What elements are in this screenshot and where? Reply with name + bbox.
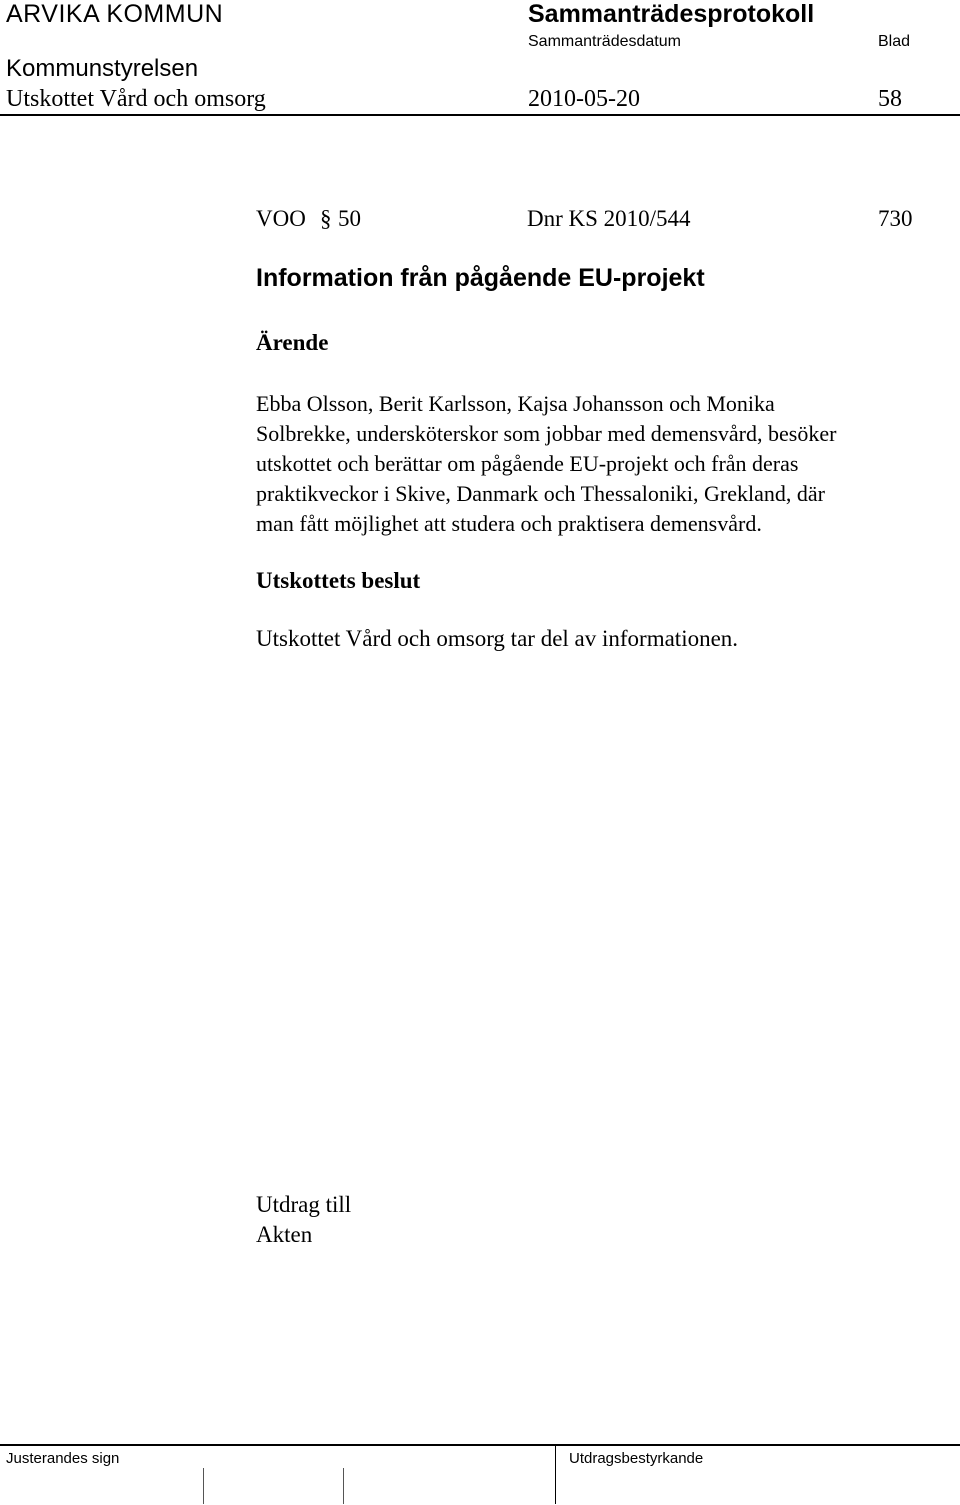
decision-text: Utskottet Vård och omsorg tar del av informationen.: [256, 626, 739, 651]
footer-divider: [0, 1444, 960, 1446]
extract-recipient: Akten: [256, 1222, 313, 1247]
signature-box-divider: [343, 1468, 344, 1504]
section-sign: §: [320, 206, 332, 231]
matter-body: [256, 389, 936, 539]
committee-name: Utskottet Vård och omsorg: [6, 86, 266, 112]
header-divider: [0, 114, 960, 116]
signature-label: Justerandes sign: [6, 1450, 120, 1467]
matter-line: Solbrekke, undersköterskor som jobbar med demensvård, besöker: [256, 421, 837, 446]
matter-line: utskottet och berättar om pågående EU-projekt och från deras: [256, 451, 799, 476]
sheet-number: 58: [878, 86, 902, 112]
document-type: Sammanträdesprotokoll: [528, 0, 815, 28]
extract-label: Utdrag till: [256, 1192, 352, 1217]
item-number: 50: [338, 206, 361, 231]
meeting-date: 2010-05-20: [528, 86, 640, 112]
registration-number: Dnr KS 2010/544: [527, 206, 691, 231]
item-title: Information från pågående EU-projekt: [256, 264, 705, 292]
meeting-date-label: Sammanträdesdatum: [528, 33, 681, 50]
signature-box-divider: [203, 1468, 204, 1504]
matter-line: Ebba Olsson, Berit Karlsson, Kajsa Johansson och Monika: [256, 391, 775, 416]
matter-line: praktikveckor i Skive, Danmark och Thessaloniki, Grekland, där: [256, 481, 825, 506]
sheet-label: Blad: [878, 33, 911, 50]
decision-heading: Utskottets beslut: [256, 568, 421, 593]
governing-body: Kommunstyrelsen: [6, 55, 199, 82]
matter-heading: Ärende: [256, 330, 329, 355]
item-reference: 730: [878, 206, 913, 231]
certification-label: Utdragsbestyrkande: [569, 1450, 704, 1467]
item-code: VOO: [256, 206, 306, 231]
matter-line: man fått möjlighet att studera och praktisera demensvård.: [256, 511, 762, 536]
organization-name: ARVIKA KOMMUN: [6, 0, 224, 28]
footer-column-divider: [555, 1446, 556, 1504]
